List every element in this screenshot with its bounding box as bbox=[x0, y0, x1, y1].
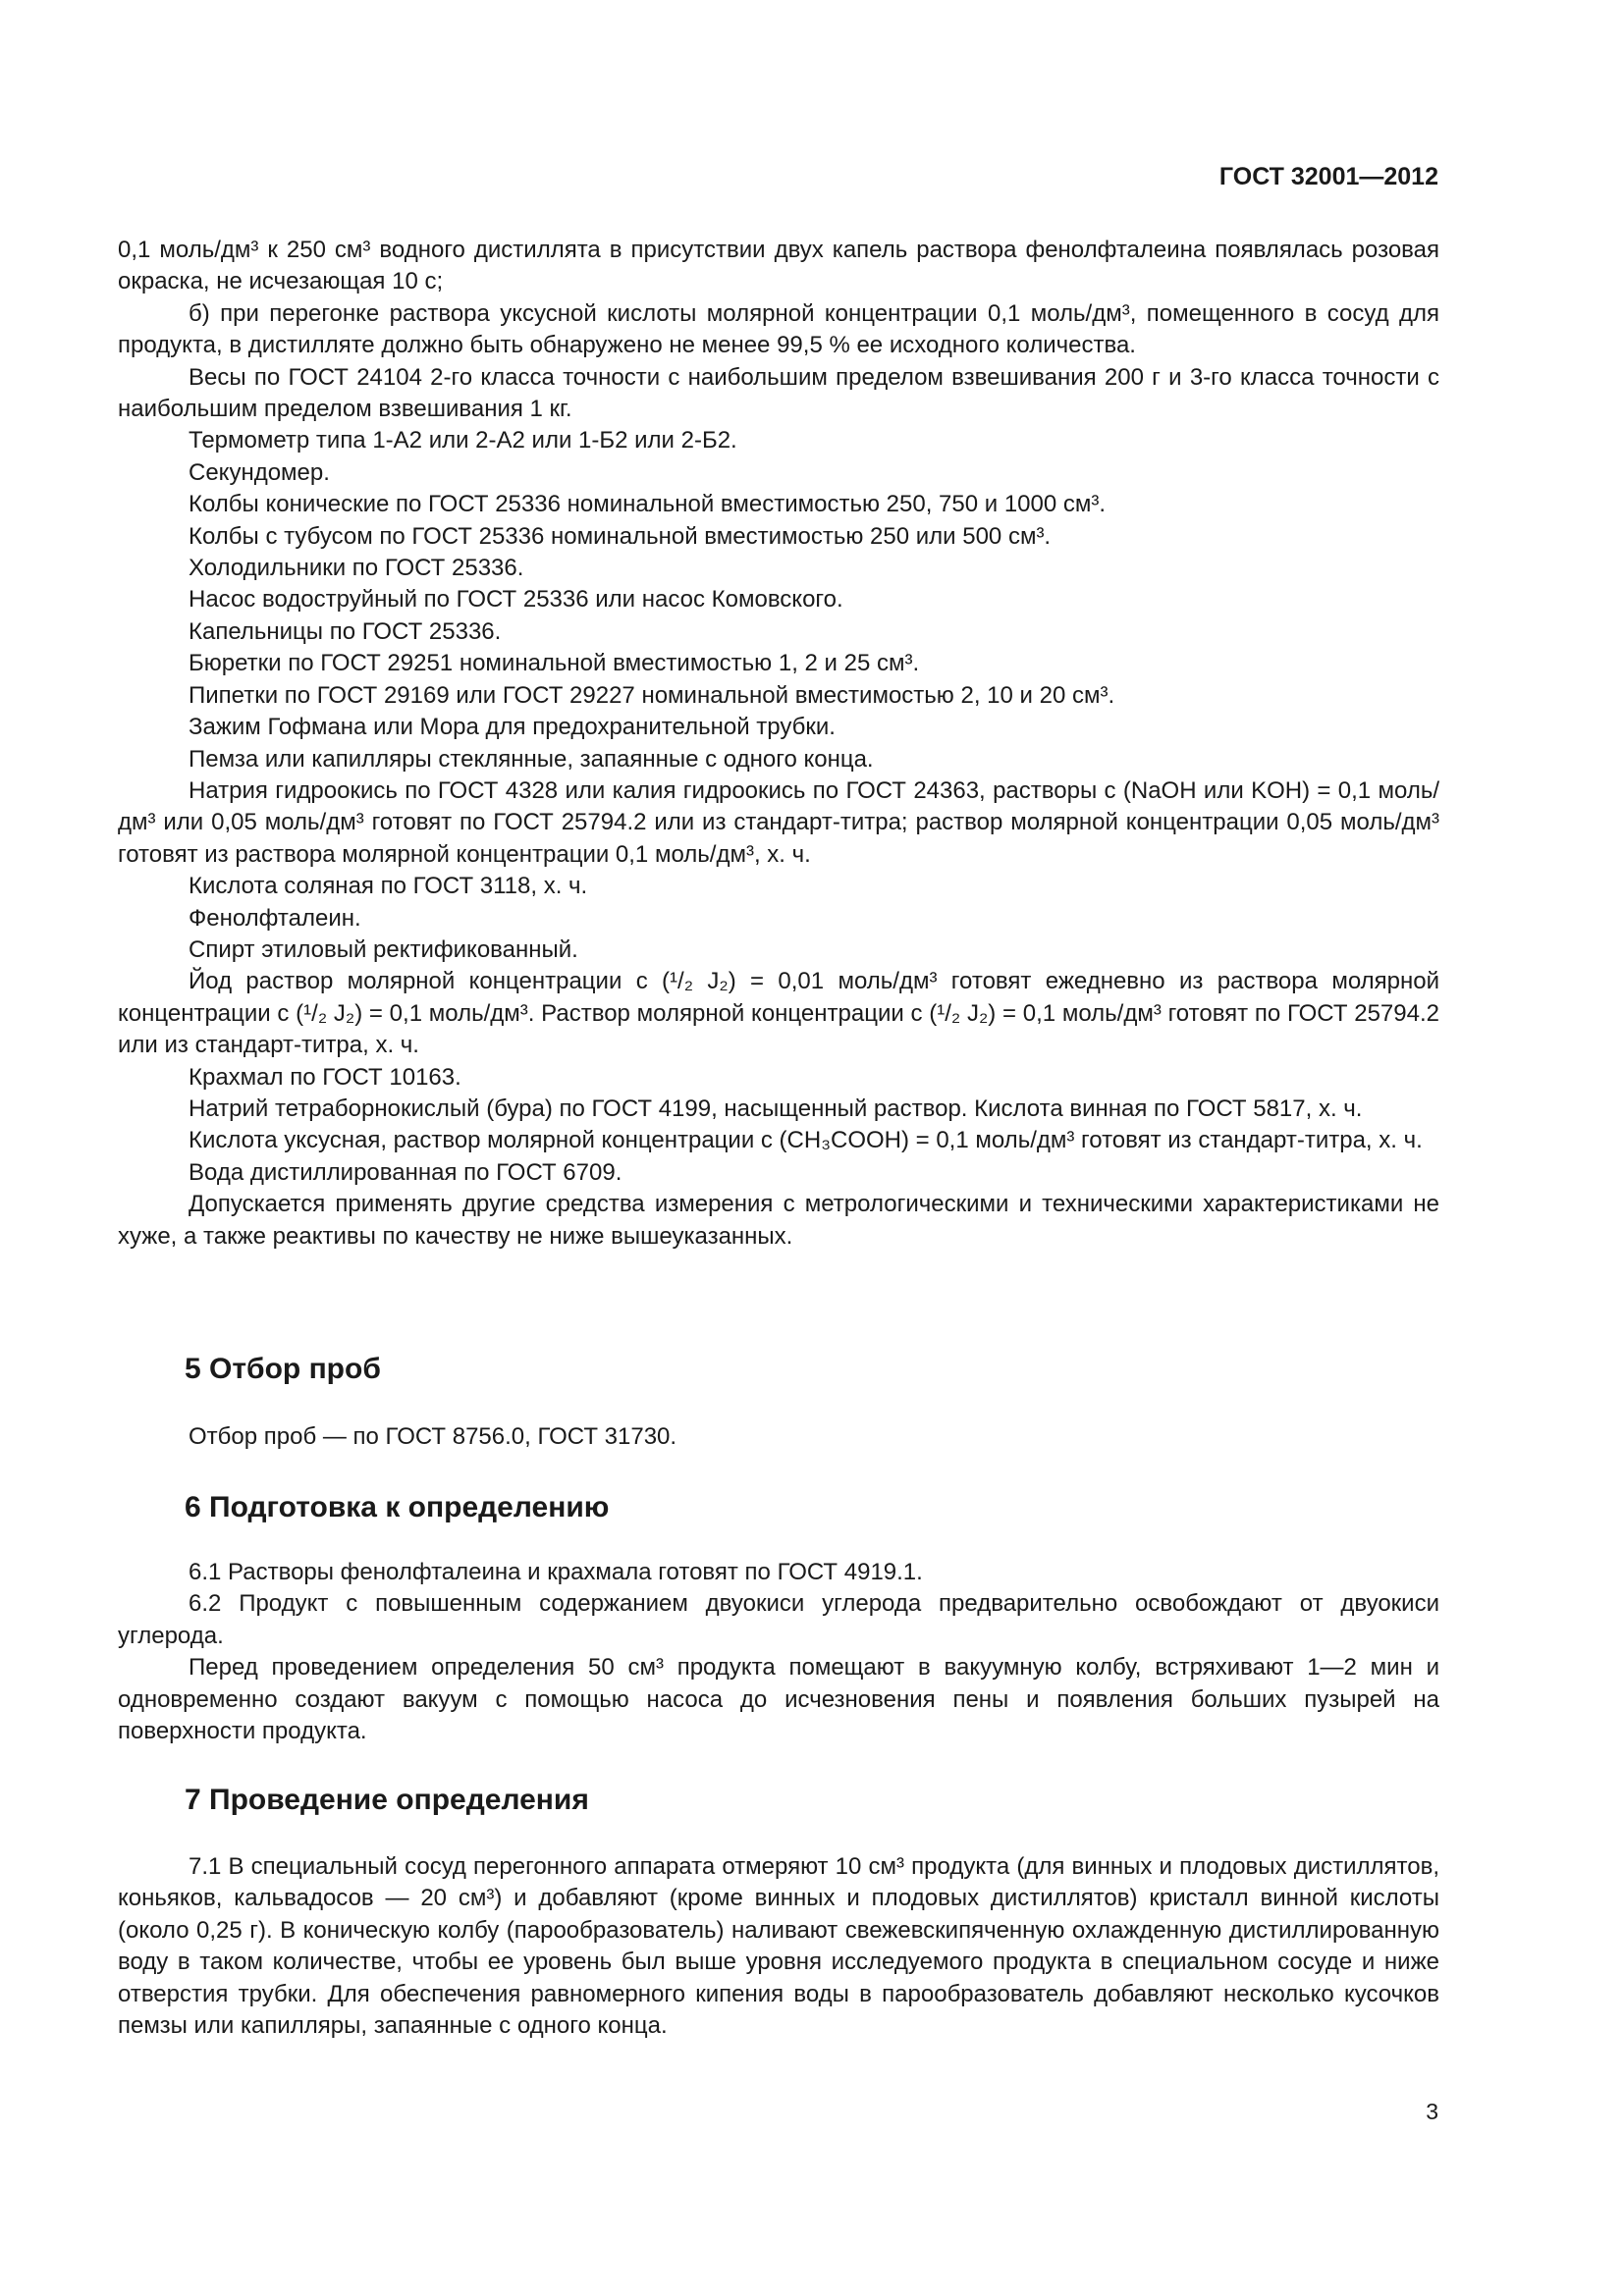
paragraph: Спирт этиловый ректификованный. bbox=[189, 935, 578, 963]
paragraph: Пемза или капилляры стеклянные, запаянные с одного конца. bbox=[189, 745, 874, 773]
section-6-body bbox=[118, 1557, 1439, 1747]
paragraph: 6.1 Растворы фенолфталеина и крахмала готовят по ГОСТ 4919.1. bbox=[189, 1559, 923, 1585]
paragraph: б) при перегонке раствора уксусной кислоты молярной концентрации 0,1 моль/дм³, помещенного в сосуд для продукта, в дистилляте должно быть обнаружено не менее 99,5 % ее исходного количества. bbox=[118, 299, 1439, 359]
section-6-heading: 6 Подготовка к определению bbox=[185, 1491, 610, 1523]
paragraph: Весы по ГОСТ 24104 2-го класса точности с наибольшим пределом взвешивания 200 г и 3-го класса точности с наибольшим пределом взвешивания 1 кг. bbox=[118, 363, 1439, 423]
paragraph: Перед проведением определения 50 см³ продукта помещают в вакуумную колбу, встряхивают 1—2 мин и одновременно создают вакуум с помощью насоса до исчезновения пены и появления больших пузырей на поверхности продукта. bbox=[118, 1654, 1439, 1745]
paragraph: Отбор проб — по ГОСТ 8756.0, ГОСТ 31730. bbox=[189, 1423, 677, 1450]
paragraph: Натрий тетраборнокислый (бура) по ГОСТ 4199, насыщенный раствор. Кислота винная по ГОСТ 5817, х. ч. bbox=[189, 1095, 1363, 1122]
paragraph: 7.1 В специальный сосуд перегонного аппарата отмеряют 10 см³ продукта (для винных и плодовых дистиллятов, коньяков, кальвадосов — 20 см³) и добавляют (кроме винных и плодовых дистиллятов) кристалл винной кислоты (около 0,25 г). В коническую колбу (парообразователь) наливают свежевскипяченную охлажденную дистиллированную воду в таком количестве, чтобы ее уровень был выше уровня исследуемого продукта в специальном сосуде и ниже отверстия трубки. Для обеспечения равномерного кипения воды в парообразователь добавляют несколько кусочков пемзы или капилляры, запаянные с одного конца. bbox=[118, 1853, 1439, 2040]
paragraph: Кислота соляная по ГОСТ 3118, х. ч. bbox=[189, 873, 588, 900]
paragraph: Секундомер. bbox=[189, 458, 330, 486]
paragraph: Пипетки по ГОСТ 29169 или ГОСТ 29227 номинальной вместимостью 2, 10 и 20 см³. bbox=[189, 681, 1115, 709]
paragraph: Насос водоструйный по ГОСТ 25336 или насос Комовского. bbox=[189, 586, 843, 614]
section-4-continuation bbox=[118, 235, 1439, 1253]
paragraph: Крахмал по ГОСТ 10163. bbox=[189, 1063, 461, 1091]
paragraph: Термометр типа 1-А2 или 2-А2 или 1-Б2 или 2-Б2. bbox=[189, 427, 737, 454]
document-id-header: ГОСТ 32001—2012 bbox=[1218, 163, 1438, 190]
paragraph: Холодильники по ГОСТ 25336. bbox=[189, 555, 524, 582]
paragraph: Допускается применять другие средства измерения с метрологическими и техническими характеристиками не хуже, а также реактивы по качеству не ниже вышеуказанных. bbox=[118, 1191, 1439, 1250]
section-7-body bbox=[118, 1851, 1439, 2042]
paragraph: 0,1 моль/дм³ к 250 см³ водного дистиллята в присутствии двух капель раствора фенолфталеина появлялась розовая окраска, не исчезающая 10 с; bbox=[118, 237, 1439, 295]
paragraph: Кислота уксусная, раствор молярной концентрации c (CH₃COOH) = 0,1 моль/дм³ готовят из стандарт-титра, х. ч. bbox=[189, 1127, 1423, 1154]
section-7-heading: 7 Проведение определения bbox=[185, 1784, 589, 1816]
paragraph: Бюретки по ГОСТ 29251 номинальной вместимостью 1, 2 и 25 см³. bbox=[189, 650, 920, 677]
paragraph: Йод раствор молярной концентрации c (¹/₂ J₂) = 0,01 моль/дм³ готовят ежедневно из раствора молярной концентрации c (¹/₂ J₂) = 0,1 моль/дм³. Раствор молярной концентрации c (¹/₂ J₂) = 0,1 моль/дм³ готовят по ГОСТ 25794.2 или из стандарт-титра, х. ч. bbox=[118, 968, 1439, 1059]
paragraph: Вода дистиллированная по ГОСТ 6709. bbox=[189, 1158, 622, 1186]
paragraph: Фенолфталеин. bbox=[189, 904, 361, 932]
section-5-heading: 5 Отбор проб bbox=[185, 1353, 381, 1385]
paragraph: Зажим Гофмана или Мора для предохранительной трубки. bbox=[189, 714, 836, 741]
paragraph: Колбы конические по ГОСТ 25336 номинальной вместимостью 250, 750 и 1000 см³. bbox=[189, 491, 1107, 518]
paragraph: Капельницы по ГОСТ 25336. bbox=[189, 617, 502, 645]
section-5-body bbox=[118, 1421, 1439, 1453]
paragraph: Колбы с тубусом по ГОСТ 25336 номинальной вместимостью 250 или 500 см³. bbox=[189, 522, 1052, 550]
paragraph: Натрия гидроокись по ГОСТ 4328 или калия гидроокись по ГОСТ 24363, растворы c (NaOH или KOH) = 0,1 моль/дм³ или 0,05 моль/дм³ готовят по ГОСТ 25794.2 или из стандарт-титра; раствор молярной концентрации 0,05 моль/дм³ готовят из раствора молярной концентрации 0,1 моль/дм³, х. ч. bbox=[118, 776, 1439, 868]
page-number: 3 bbox=[1426, 2099, 1438, 2124]
paragraph: 6.2 Продукт с повышенным содержанием двуокиси углерода предварительно освобождают от двуокиси углерода. bbox=[118, 1590, 1439, 1649]
